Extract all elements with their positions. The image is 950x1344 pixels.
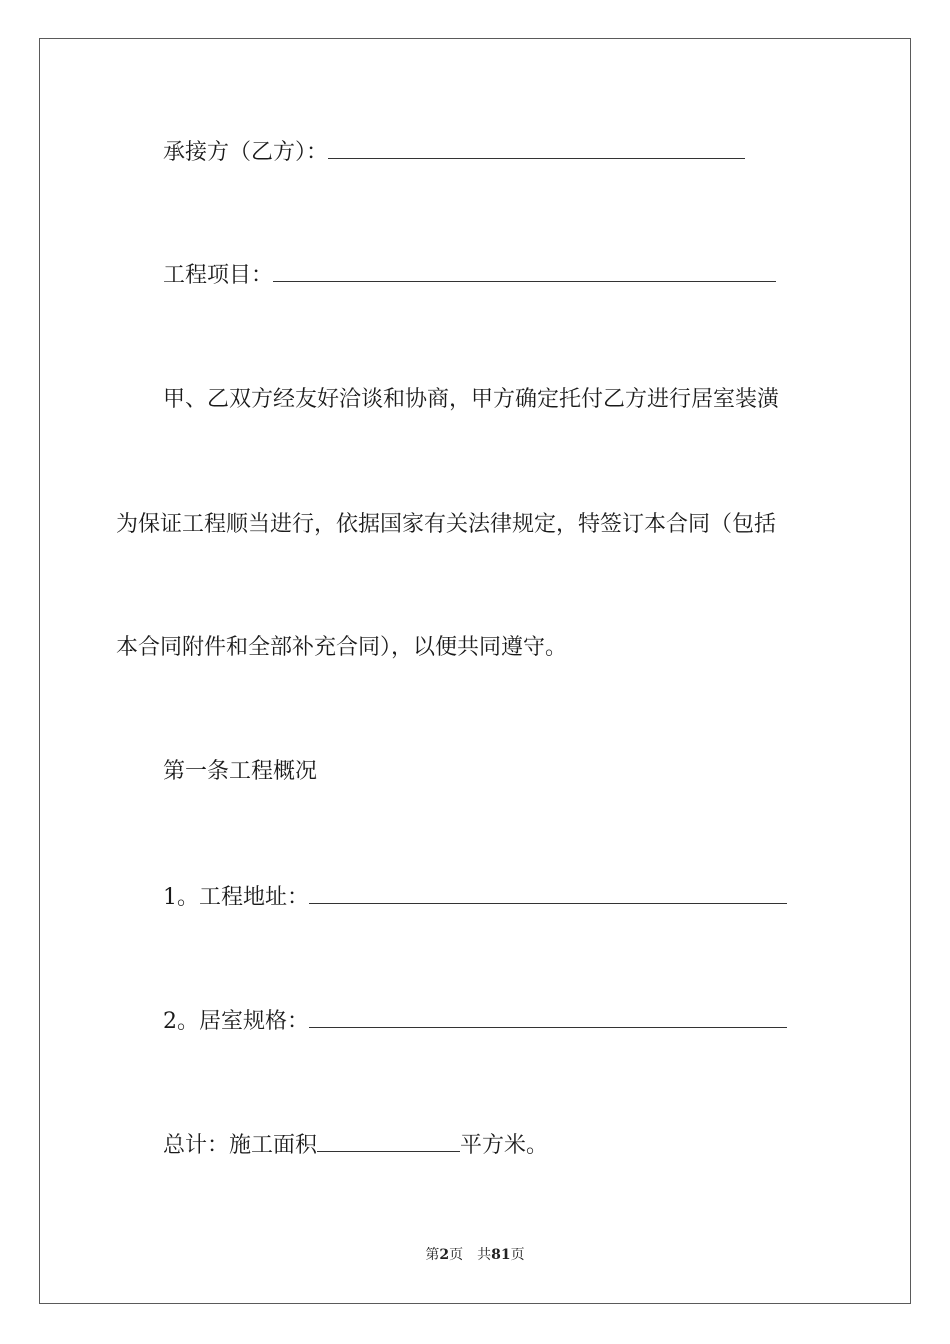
total-suffix: 平方米。 [460, 1133, 549, 1158]
para1-line2: 为保证工程顺当进行，依据国家有关法律规定，特签订本合同（包括 [116, 512, 777, 537]
page-prefix: 第 [425, 1247, 440, 1263]
total-prefix: 总计：施工面积 [163, 1133, 318, 1158]
page-footer [0, 1245, 950, 1265]
project-line [0, 255, 950, 295]
page-suffix: 页 [510, 1247, 525, 1263]
area-blank[interactable] [317, 1125, 460, 1152]
party-b-blank[interactable] [328, 132, 745, 159]
project-blank[interactable] [273, 255, 776, 282]
total-line [0, 1125, 950, 1165]
item2-label: 2。居室规格： [163, 1009, 309, 1034]
party-b-line [0, 132, 950, 172]
party-b-label: 承接方（乙方）： [163, 140, 329, 165]
address-blank[interactable] [309, 877, 787, 904]
item1-line [0, 877, 950, 917]
total-pages: 81 [491, 1247, 511, 1263]
para1-line1: 甲、乙双方经友好洽谈和协商，甲方确定托付乙方进行居室装潢 [163, 387, 780, 412]
page-number: 2 [439, 1247, 450, 1263]
page-mid: 页 共 [449, 1247, 492, 1263]
para1-line3: 本合同附件和全部补充合同），以便共同遵守。 [116, 635, 568, 660]
project-label: 工程项目： [163, 263, 274, 288]
page-border [39, 38, 911, 1304]
article1-title: 第一条工程概况 [163, 759, 318, 784]
room-spec-blank[interactable] [309, 1001, 787, 1028]
item1-label: 1。工程地址： [163, 885, 309, 910]
item2-line [0, 1001, 950, 1041]
